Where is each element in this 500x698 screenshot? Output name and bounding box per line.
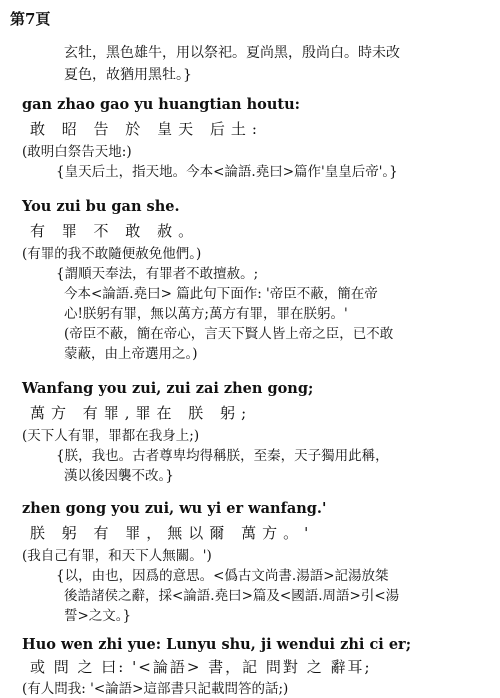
- translation-line-2: (有罪的我不敢隨便赦免他們。): [22, 246, 202, 262]
- note-line-1-1: {皇天后土，指天地。今本<論語.堯曰>篇作'皇皇后帝'。}: [56, 164, 398, 180]
- note-line-4-1: {以，由也，因爲的意思。<僞古文尚書.湯語>記湯放桀: [56, 568, 389, 584]
- page-number: 第7頁: [10, 10, 51, 28]
- note-line-2-3: 心!朕躬有罪，無以萬方;萬方有罪，罪在朕躬。': [64, 306, 348, 322]
- note-line-2-1: {謂順天奉法，有罪者不敢擅赦。;: [56, 266, 259, 282]
- intro-line-1: 玄牡，黑色雄牛，用以祭祀。夏尚黑，殷尚白。時未改: [64, 45, 400, 61]
- note-line-3-1: {朕，我也。古者尊卑均得稱朕，至秦，天子獨用此稱，: [56, 448, 389, 464]
- pinyin-line-3: Wanfang you zui, zui zai zhen gong;: [22, 380, 314, 397]
- pinyin-line-2: You zui bu gan she.: [22, 198, 180, 215]
- pinyin-line-4: zhen gong you zui, wu yi er wanfang.': [22, 500, 327, 517]
- note-line-4-3: 誓>之文。}: [64, 608, 132, 624]
- translation-line-5: (有人問我: '<論語>這部書只記載問答的話;): [22, 681, 289, 697]
- note-line-2-2: 今本<論語.堯曰> 篇此句下面作: '帝臣不蔽，簡在帝: [64, 286, 378, 302]
- hanzi-line-3: 萬方 有罪,罪在 朕 躬;: [30, 404, 253, 422]
- note-line-2-5: 蒙蔽，由上帝選用之。): [64, 346, 198, 362]
- hanzi-line-4: 朕 躬 有 罪，無以爾 萬方。': [30, 524, 315, 542]
- intro-line-2: 夏色，故猶用黑牡。}: [64, 67, 192, 83]
- note-line-3-2: 漢以後因襲不改。}: [64, 468, 174, 484]
- translation-line-1: (敢明白祭告天地:): [22, 144, 132, 160]
- hanzi-line-5: 或 問 之 曰: '<論語> 書，記 問對 之 辭耳;: [30, 658, 372, 676]
- hanzi-line-1: 敢 昭 告 於 皇天 后土:: [30, 120, 263, 138]
- pinyin-line-5: Huo wen zhi yue: Lunyu shu, ji wendui zhi ci er;: [22, 636, 412, 653]
- pinyin-line-1: gan zhao gao yu huangtian houtu:: [22, 96, 300, 113]
- note-line-2-4: (帝臣不蔽，簡在帝心，言天下賢人皆上帝之臣，已不敢: [64, 326, 394, 342]
- translation-line-3: (天下人有罪，罪都在我身上;): [22, 428, 200, 444]
- translation-line-4: (我自己有罪，和天下人無關。'): [22, 548, 212, 564]
- note-line-4-2: 後誥諸侯之辭，採<論語.堯曰>篇及<國語.周語>引<湯: [64, 588, 400, 604]
- hanzi-line-2: 有 罪 不 敢 赦。: [30, 222, 200, 240]
